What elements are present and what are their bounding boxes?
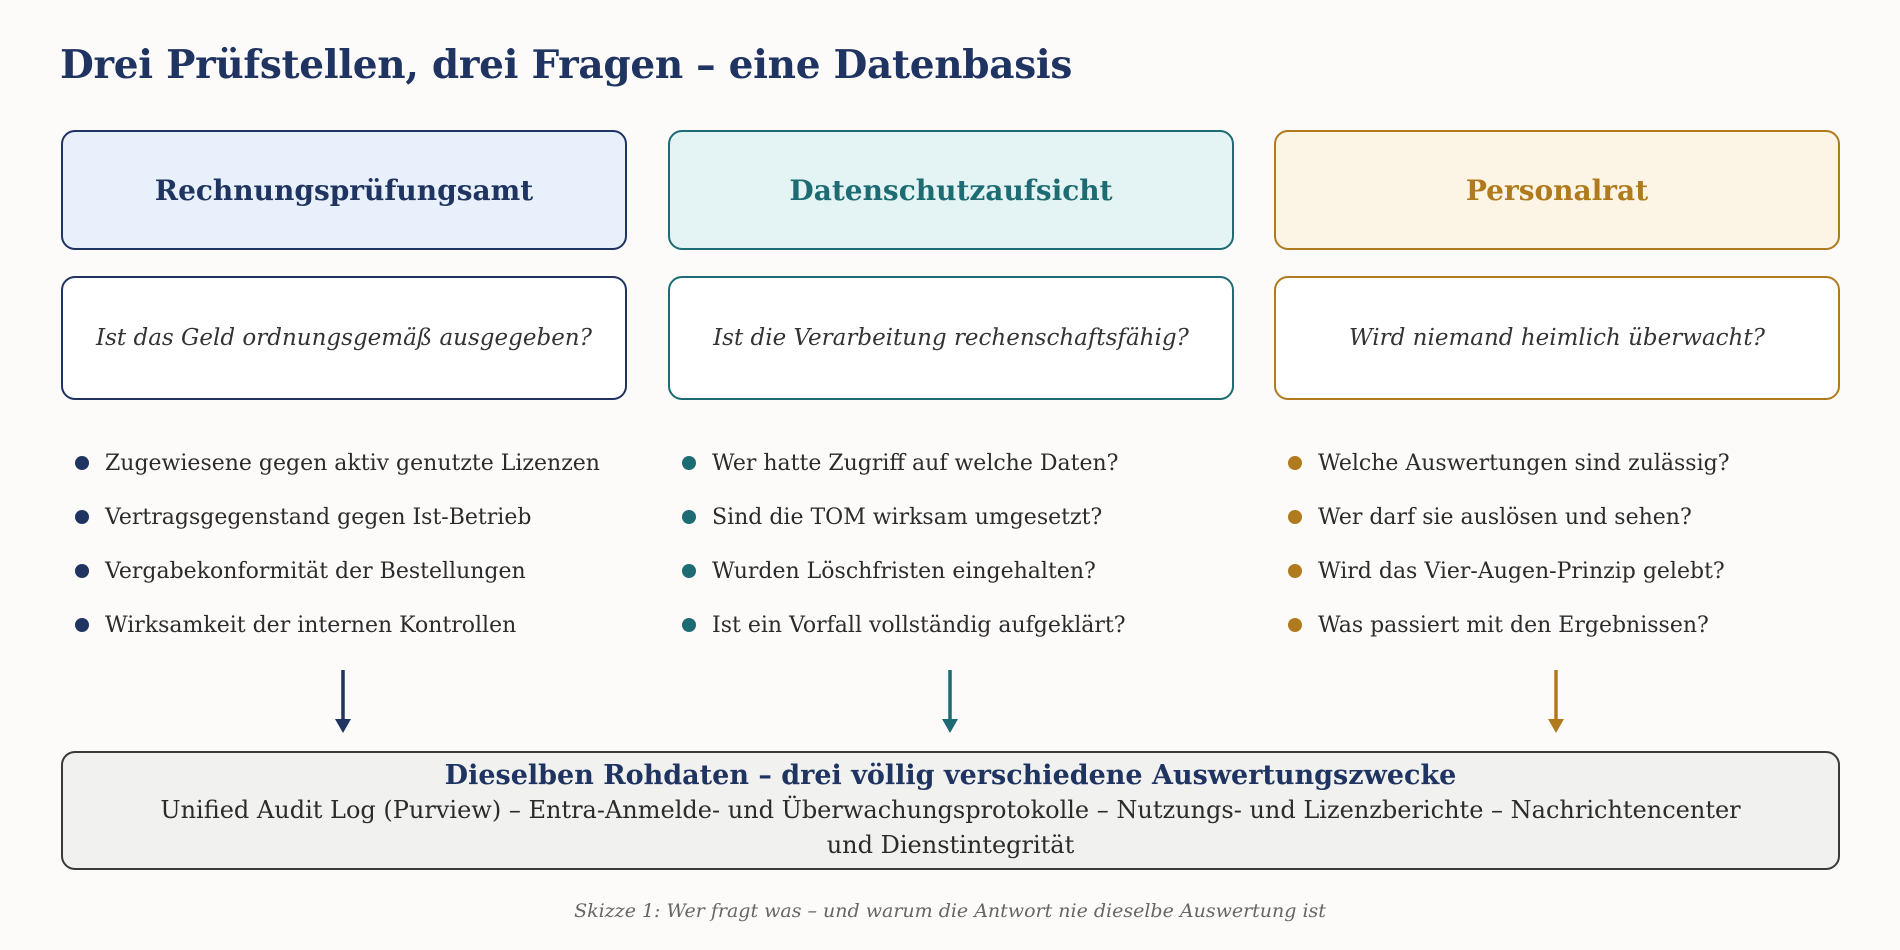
column-question: Ist das Geld ordnungsgemäß ausgegeben? [61,276,627,400]
list-item [668,490,1234,544]
column-datenschutzaufsicht [668,130,1234,652]
page-title: Drei Prüfstellen, drei Fragen – eine Datenbasis [60,42,1073,88]
list-item [1274,436,1840,490]
bullet-dot-icon [1288,618,1302,632]
data-basis-box [61,751,1840,870]
bullet-dot-icon [75,456,89,470]
arrow-down-icon [942,670,958,733]
list-item [1274,544,1840,598]
list-item-text: Vertragsgegenstand gegen Ist-Betrieb [105,504,532,530]
list-item [668,544,1234,598]
bullet-dot-icon [75,564,89,578]
bullet-dot-icon [682,618,696,632]
list-item-text: Wer hatte Zugriff auf welche Daten? [712,450,1119,476]
column-header: Personalrat [1274,130,1840,250]
bullet-dot-icon [1288,456,1302,470]
column-rechnungspruefungsamt [61,130,627,652]
list-item-text: Wirksamkeit der internen Kontrollen [105,612,517,638]
list-item-text: Wird das Vier-Augen-Prinzip gelebt? [1318,558,1725,584]
column-question: Ist die Verarbeitung rechenschaftsfähig? [668,276,1234,400]
list-item [61,490,627,544]
list-item-text: Wer darf sie auslösen und sehen? [1318,504,1692,530]
bullet-dot-icon [682,456,696,470]
criteria-list [61,436,627,652]
bullet-dot-icon [682,564,696,578]
column-personalrat [1274,130,1840,652]
list-item [1274,490,1840,544]
bullet-dot-icon [682,510,696,524]
list-item [61,436,627,490]
list-item-text: Wurden Löschfristen eingehalten? [712,558,1096,584]
list-item [61,544,627,598]
flow-arrows [0,665,1900,737]
bullet-dot-icon [1288,564,1302,578]
column-question: Wird niemand heimlich überwacht? [1274,276,1840,400]
list-item [1274,598,1840,652]
criteria-list [1274,436,1840,652]
bullet-dot-icon [75,510,89,524]
data-basis-title: Dieselben Rohdaten – drei völlig verschiedene Auswertungszwecke [444,759,1457,791]
arrow-down-icon [1548,670,1564,733]
list-item-text: Zugewiesene gegen aktiv genutzte Lizenzen [105,450,600,476]
list-item-text: Ist ein Vorfall vollständig aufgeklärt? [712,612,1126,638]
column-header: Datenschutzaufsicht [668,130,1234,250]
list-item [668,436,1234,490]
data-basis-sources: Unified Audit Log (Purview) – Entra-Anmelde- und Überwachungsprotokolle – Nutzungs- und Lizenzberichte – Nachrichtencenter und Dienstintegrität [160,795,1741,859]
list-item-text: Was passiert mit den Ergebnissen? [1318,612,1709,638]
bullet-dot-icon [75,618,89,632]
list-item-text: Welche Auswertungen sind zulässig? [1318,450,1730,476]
column-header: Rechnungsprüfungsamt [61,130,627,250]
bullet-dot-icon [1288,510,1302,524]
list-item [668,598,1234,652]
figure-caption: Skizze 1: Wer fragt was – und warum die Antwort nie dieselbe Auswertung ist [574,900,1326,922]
list-item [61,598,627,652]
arrow-down-icon [335,670,351,733]
criteria-list [668,436,1234,652]
list-item-text: Vergabekonformität der Bestellungen [105,558,526,584]
list-item-text: Sind die TOM wirksam umgesetzt? [712,504,1103,530]
